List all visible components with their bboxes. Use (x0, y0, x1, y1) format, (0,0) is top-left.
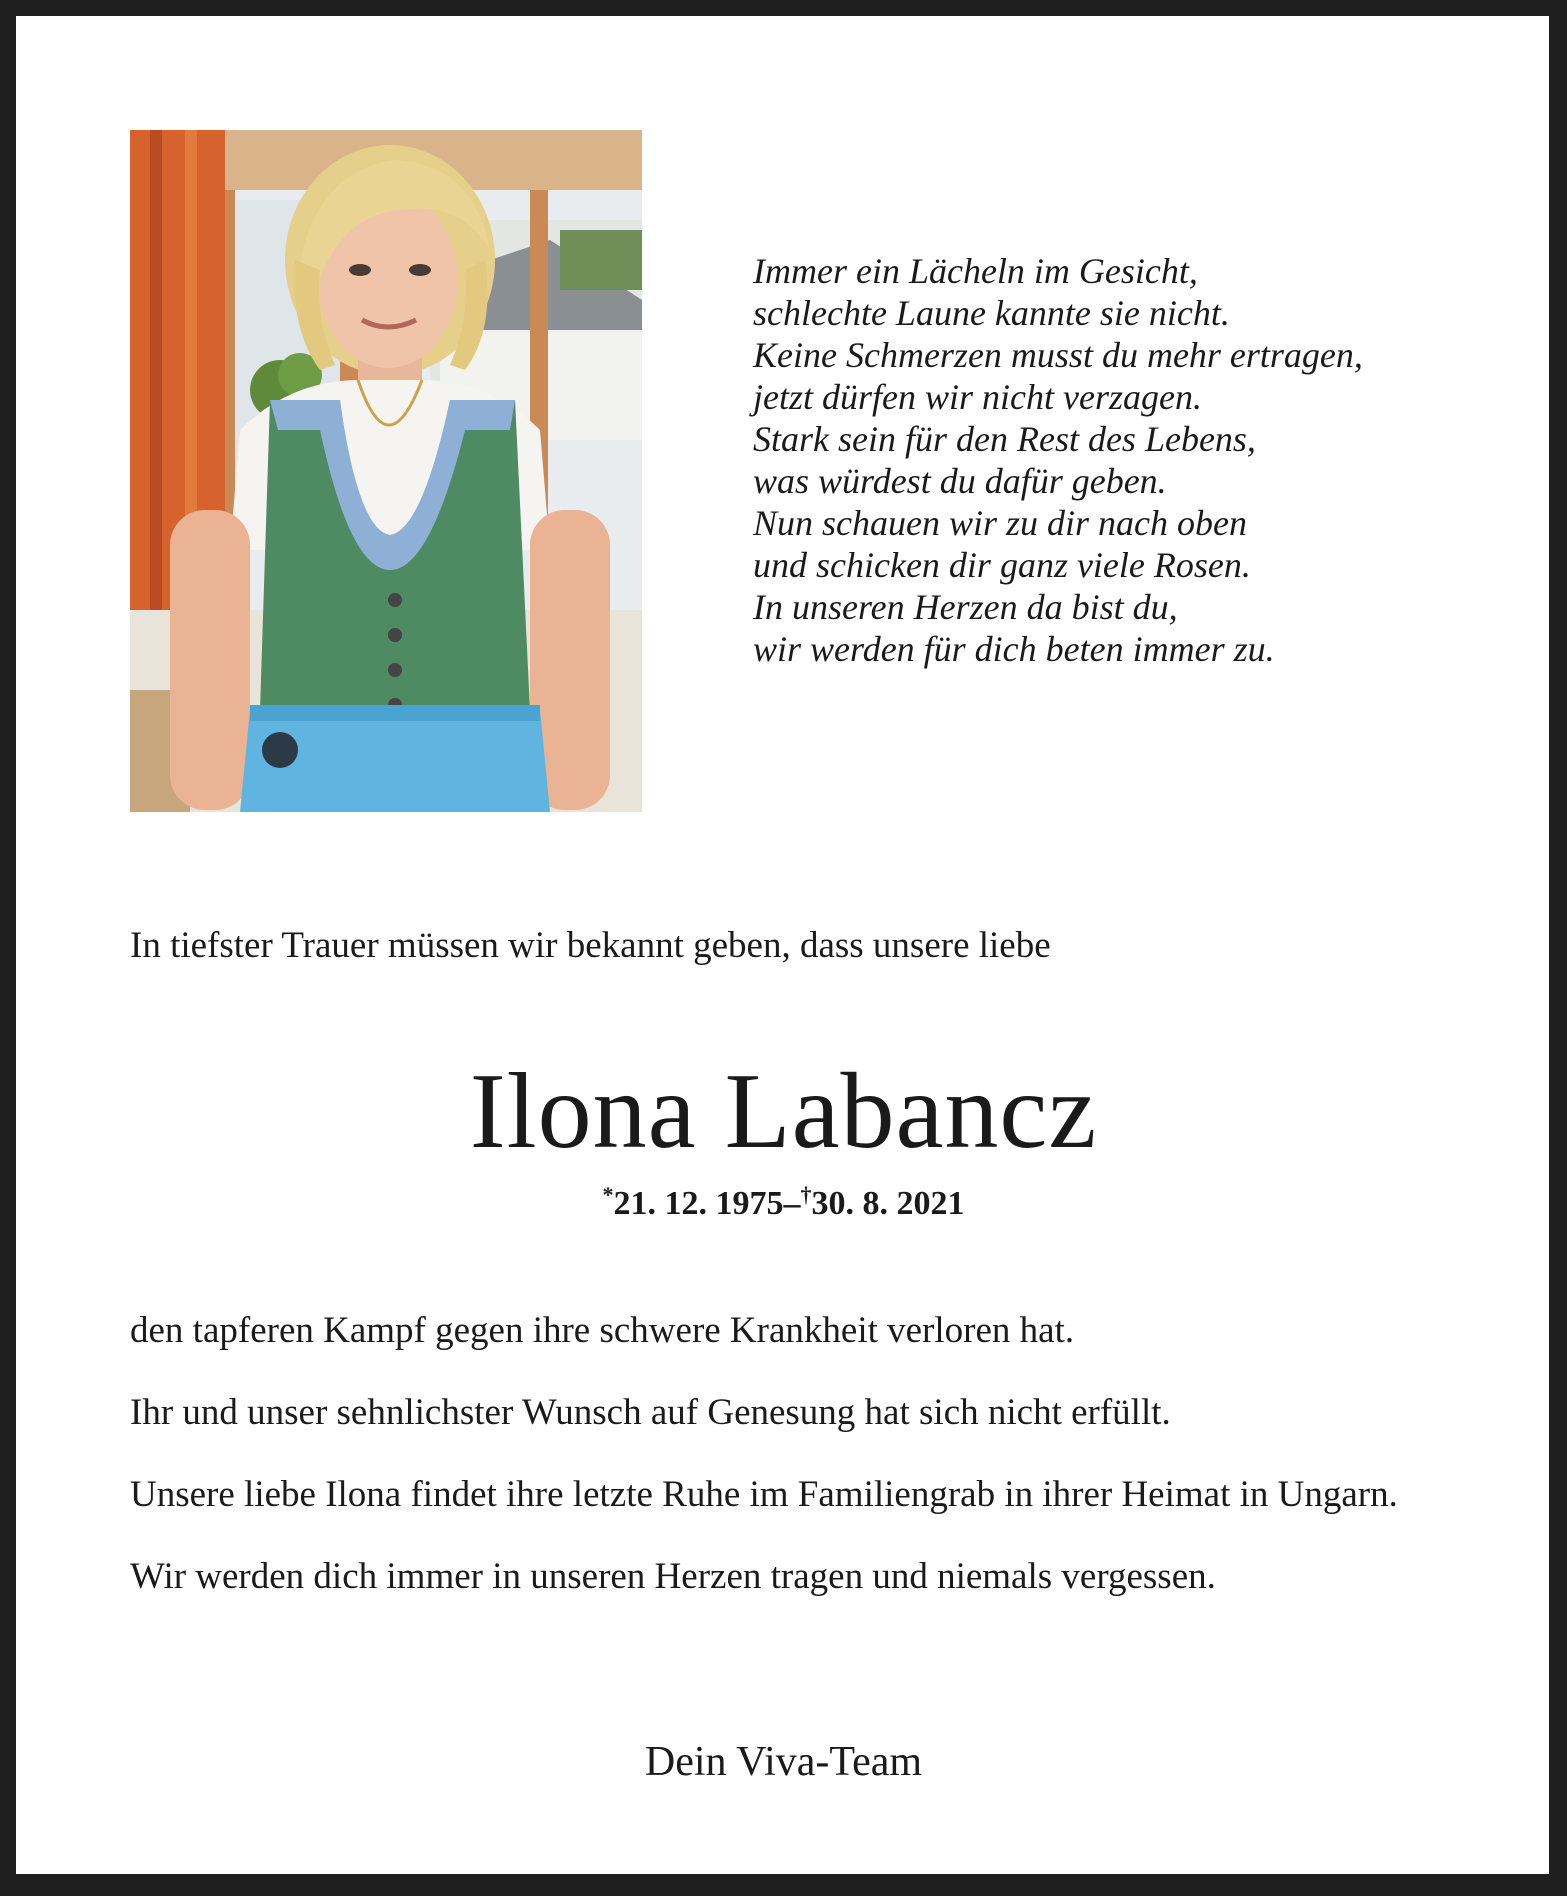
poem (753, 250, 1513, 670)
poem-line: und schicken dir ganz viele Rosen. (753, 545, 1251, 585)
paragraph: Wir werden dich immer in unseren Herzen tragen und niemals vergessen. (130, 1556, 1216, 1597)
poem-line: Keine Schmerzen musst du mehr ertragen, (753, 335, 1363, 375)
date-separator: – (783, 1185, 801, 1222)
poem-line: In unseren Herzen da bist du, (753, 587, 1178, 627)
life-dates (0, 1182, 1567, 1226)
poem-line: jetzt dürfen wir nicht verzagen. (753, 377, 1202, 417)
portrait-photo (130, 130, 642, 812)
death-symbol: † (800, 1182, 812, 1207)
paragraph: den tapferen Kampf gegen ihre schwere Krankheit verloren hat. (130, 1310, 1075, 1351)
signature: Dein Viva-Team (644, 1739, 923, 1785)
deceased-name: Ilona Labancz (469, 1052, 1098, 1171)
poem-line: Nun schauen wir zu dir nach oben (753, 503, 1247, 543)
poem-line: Stark sein für den Rest des Lebens, (753, 419, 1256, 459)
birth-symbol: * (602, 1182, 614, 1207)
death-date: 30. 8. 2021 (811, 1185, 965, 1222)
body-text (130, 1310, 1460, 1638)
poem-line: Immer ein Lächeln im Gesicht, (753, 251, 1198, 291)
paragraph: Ihr und unser sehnlichster Wunsch auf Genesung hat sich nicht erfüllt. (130, 1392, 1171, 1433)
poem-line: wir werden für dich beten immer zu. (753, 629, 1275, 669)
poem-line: schlechte Laune kannte sie nicht. (753, 293, 1230, 333)
birth-date: 21. 12. 1975 (613, 1185, 784, 1222)
poem-line: was würdest du dafür geben. (753, 461, 1167, 501)
portrait-illustration (130, 130, 642, 812)
paragraph: Unsere liebe Ilona findet ihre letzte Ruhe im Familiengrab in ihrer Heimat in Ungarn. (130, 1474, 1398, 1515)
intro-text: In tiefster Trauer müssen wir bekannt geben, dass unsere liebe (130, 925, 1051, 966)
